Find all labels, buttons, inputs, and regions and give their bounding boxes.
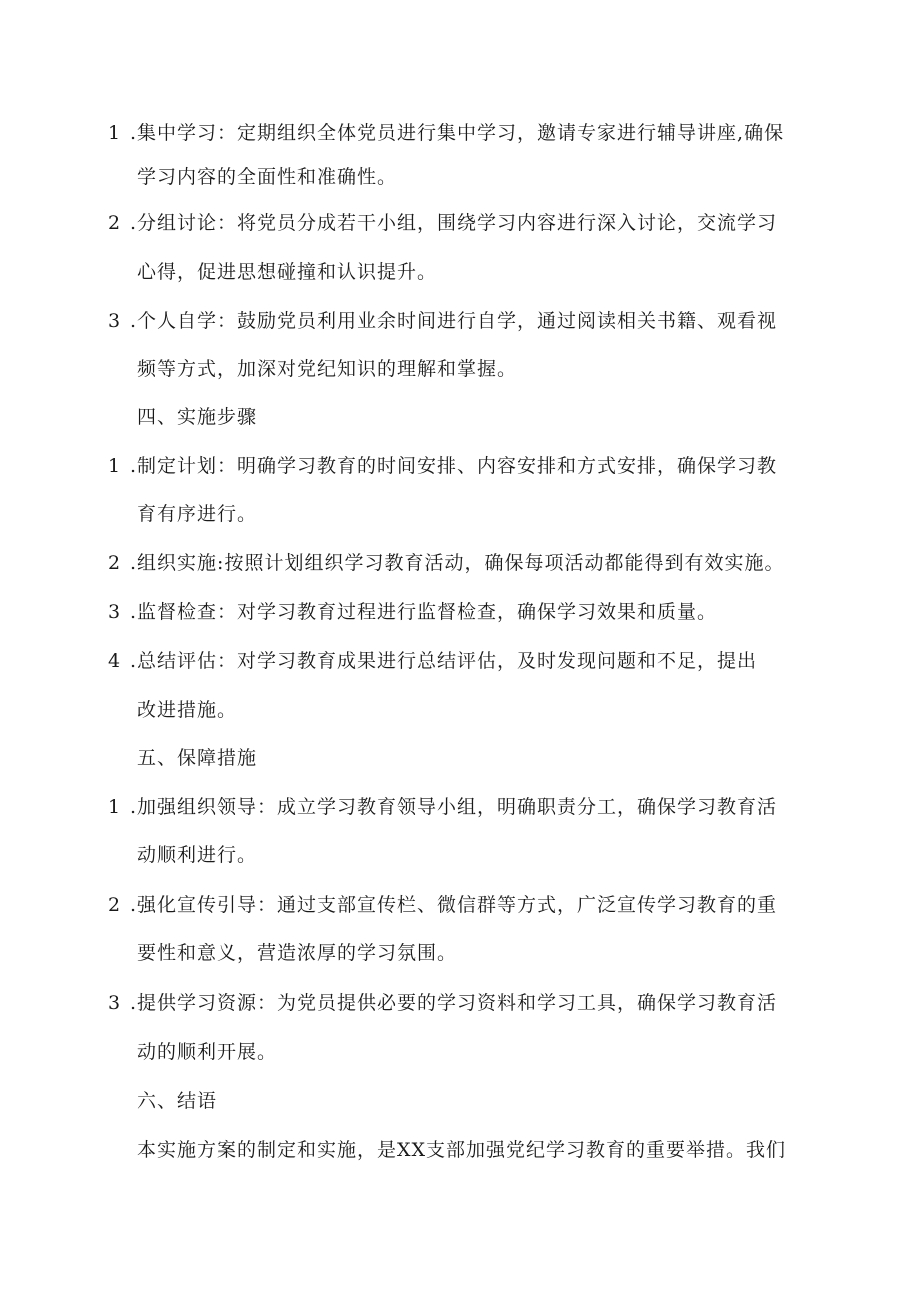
item-number: 2 [108, 894, 122, 916]
item-number: 3 [108, 310, 122, 332]
item-number: 1 [108, 122, 122, 144]
item-text: .集中学习：定期组织全体党员进行集中学习，邀请专家进行辅导讲座,确保 [130, 122, 785, 144]
item-number: 3 [108, 992, 122, 1014]
item-continuation: 动的顺利开展。 [137, 1041, 278, 1063]
item-text: .个人自学：鼓励党员利用业余时间进行自学，通过阅读相关书籍、观看视 [130, 310, 778, 332]
section-heading: 六、结语 [137, 1090, 218, 1112]
item-continuation: 要性和意义，营造浓厚的学习氛围。 [137, 942, 458, 964]
item-text: .总结评估：对学习教育成果进行总结评估，及时发现问题和不足，提出 [130, 650, 758, 672]
section-heading: 五、保障措施 [137, 747, 258, 769]
item-number: 1 [108, 455, 122, 477]
item-continuation: 频等方式，加深对党纪知识的理解和掌握。 [137, 358, 518, 380]
item-text: .分组讨论：将党员分成若干小组，围绕学习内容进行深入讨论，交流学习 [130, 212, 778, 234]
item-continuation: 动顺利进行。 [137, 844, 258, 866]
item-text: .监督检查：对学习教育过程进行监督检查，确保学习效果和质量。 [130, 601, 718, 623]
item-number: 4 [108, 650, 122, 672]
item-continuation: 改进措施。 [137, 699, 238, 721]
section-heading: 四、实施步骤 [137, 406, 258, 428]
item-number: 2 [108, 212, 122, 234]
item-text: .组织实施:按照计划组织学习教育活动，确保每项活动都能得到有效实施。 [130, 552, 785, 574]
item-continuation: 育有序进行。 [137, 503, 258, 525]
item-number: 2 [108, 552, 122, 574]
item-number: 3 [108, 601, 122, 623]
item-text: .提供学习资源：为党员提供必要的学习资料和学习工具，确保学习教育活 [130, 992, 778, 1014]
conclusion-paragraph: 本实施方案的制定和实施，是XX支部加强党纪学习教育的重要举措。我们 [137, 1139, 787, 1161]
item-text: .加强组织领导：成立学习教育领导小组，明确职责分工，确保学习教育活 [130, 796, 778, 818]
item-continuation: 心得，促进思想碰撞和认识提升。 [137, 261, 438, 283]
item-continuation: 学习内容的全面性和准确性。 [137, 166, 398, 188]
item-number: 1 [108, 796, 122, 818]
item-text: .制定计划：明确学习教育的时间安排、内容安排和方式安排，确保学习教 [130, 455, 778, 477]
item-text: .强化宣传引导：通过支部宣传栏、微信群等方式，广泛宣传学习教育的重 [130, 894, 778, 916]
